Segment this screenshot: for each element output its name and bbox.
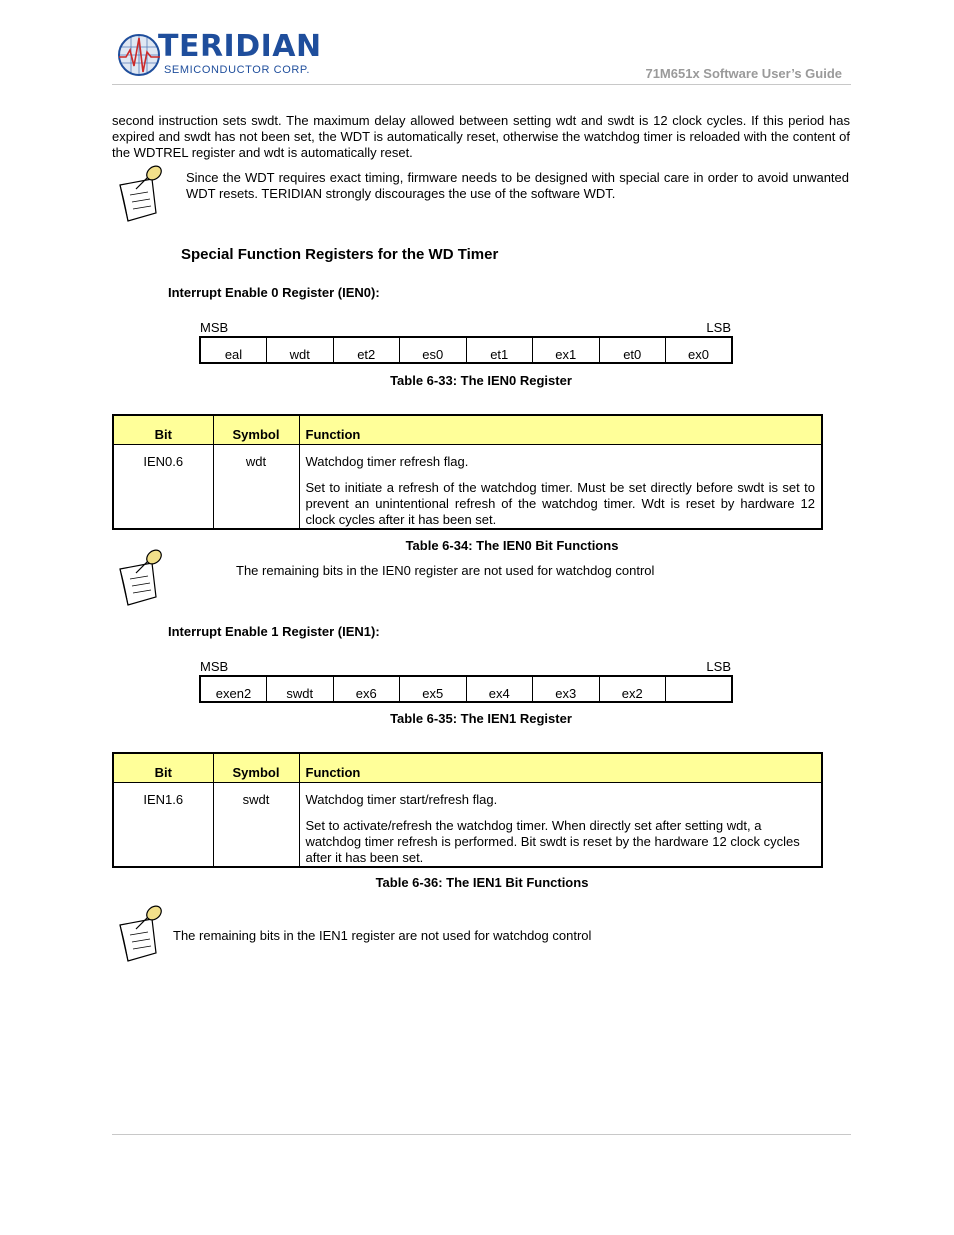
register-bit: es0: [400, 337, 467, 363]
ien0-bit-functions-table: [112, 414, 823, 530]
register-bit: ex2: [599, 676, 666, 702]
register-bit: ex1: [533, 337, 600, 363]
ien0-lsb-label: LSB: [706, 320, 731, 335]
intro-paragraph: second instruction sets swdt. The maximum delay allowed between setting wdt and swdt is 12 clock cycles. If this period has expired and swdt has not been set, the WDT is automatically reset, otherwise the watchdog timer is reloaded with the content of the WDTREL register and wdt is automatically reset.: [112, 113, 850, 160]
symbol-cell: wdt: [213, 445, 299, 530]
header-divider: [112, 84, 851, 85]
table-caption: Table 6-34: The IEN0 Bit Functions: [405, 538, 619, 553]
teridian-logo: [116, 30, 321, 82]
table-row: [113, 783, 822, 868]
note-wdt-timing: Since the WDT requires exact timing, firmware needs to be designed with special care in order to avoid unwanted WDT resets. TERIDIAN strongly discourages the use of the software WDT.: [186, 170, 849, 201]
register-bit: ex4: [466, 676, 533, 702]
column-header-bit: Bit: [113, 415, 213, 445]
company-subtitle: SEMICONDUCTOR CORP.: [164, 64, 311, 76]
register-bit: swdt: [267, 676, 334, 702]
table-caption: Table 6-36: The IEN1 Bit Functions: [375, 875, 589, 890]
register-bit: et0: [599, 337, 666, 363]
register-bit: ex6: [333, 676, 400, 702]
footer-divider: [112, 1134, 851, 1135]
function-cell: [299, 445, 822, 530]
function-summary: Watchdog timer start/refresh flag.: [305, 792, 498, 807]
register-bit: [666, 676, 733, 702]
register-bit: ex5: [400, 676, 467, 702]
register-bit: et1: [466, 337, 533, 363]
ien0-register-table: [199, 336, 733, 364]
register-bit: ex0: [666, 337, 733, 363]
column-header-function: Function: [299, 415, 822, 445]
ien0-msb-label: MSB: [200, 320, 229, 335]
bit-cell: IEN1.6: [113, 783, 213, 868]
pushpin-note-icon: [116, 549, 174, 610]
function-detail: Set to initiate a refresh of the watchdog timer. Must be set directly before swdt is set to prevent an unintentional refresh of the watchdog timer. Wdt is reset by hardware 12 clock cycles after it has been set.: [305, 480, 815, 527]
note-ien0-remaining-bits: The remaining bits in the IEN0 register are not used for watchdog control: [236, 563, 655, 578]
ien1-msb-label: MSB: [200, 659, 229, 674]
register-bit: et2: [333, 337, 400, 363]
bit-cell: IEN0.6: [113, 445, 213, 530]
ien1-register-table: [199, 675, 733, 703]
ien0-subhead: Interrupt Enable 0 Register (IEN0):: [168, 285, 380, 300]
company-name: TERIDIAN: [158, 29, 322, 64]
function-detail: Set to activate/refresh the watchdog timer. When directly set after setting wdt, a watchdog timer refresh is performed. Bit swdt is reset by the hardware 12 clock cycles after it has been set.: [305, 818, 800, 865]
section-title: Special Function Registers for the WD Timer: [181, 246, 499, 263]
symbol-cell: swdt: [213, 783, 299, 868]
document-title: 71M651x Software User’s Guide: [645, 66, 842, 81]
column-header-bit: Bit: [113, 753, 213, 783]
column-header-symbol: Symbol: [213, 753, 299, 783]
table-caption: Table 6-35: The IEN1 Register: [390, 711, 572, 726]
register-bit: ex3: [533, 676, 600, 702]
ien1-bit-functions-table: [112, 752, 823, 868]
column-header-function: Function: [299, 753, 822, 783]
pushpin-note-icon: [116, 905, 174, 966]
function-cell: [299, 783, 822, 868]
register-bit: exen2: [200, 676, 267, 702]
register-bit: wdt: [267, 337, 334, 363]
column-header-symbol: Symbol: [213, 415, 299, 445]
function-summary: Watchdog timer refresh flag.: [305, 454, 469, 469]
table-row: [113, 445, 822, 530]
ien1-subhead: Interrupt Enable 1 Register (IEN1):: [168, 624, 380, 639]
note-ien1-remaining-bits: The remaining bits in the IEN1 register are not used for watchdog control: [173, 928, 592, 943]
register-bit: eal: [200, 337, 267, 363]
table-caption: Table 6-33: The IEN0 Register: [390, 373, 572, 388]
ien1-lsb-label: LSB: [706, 659, 731, 674]
pushpin-note-icon: [116, 165, 174, 226]
